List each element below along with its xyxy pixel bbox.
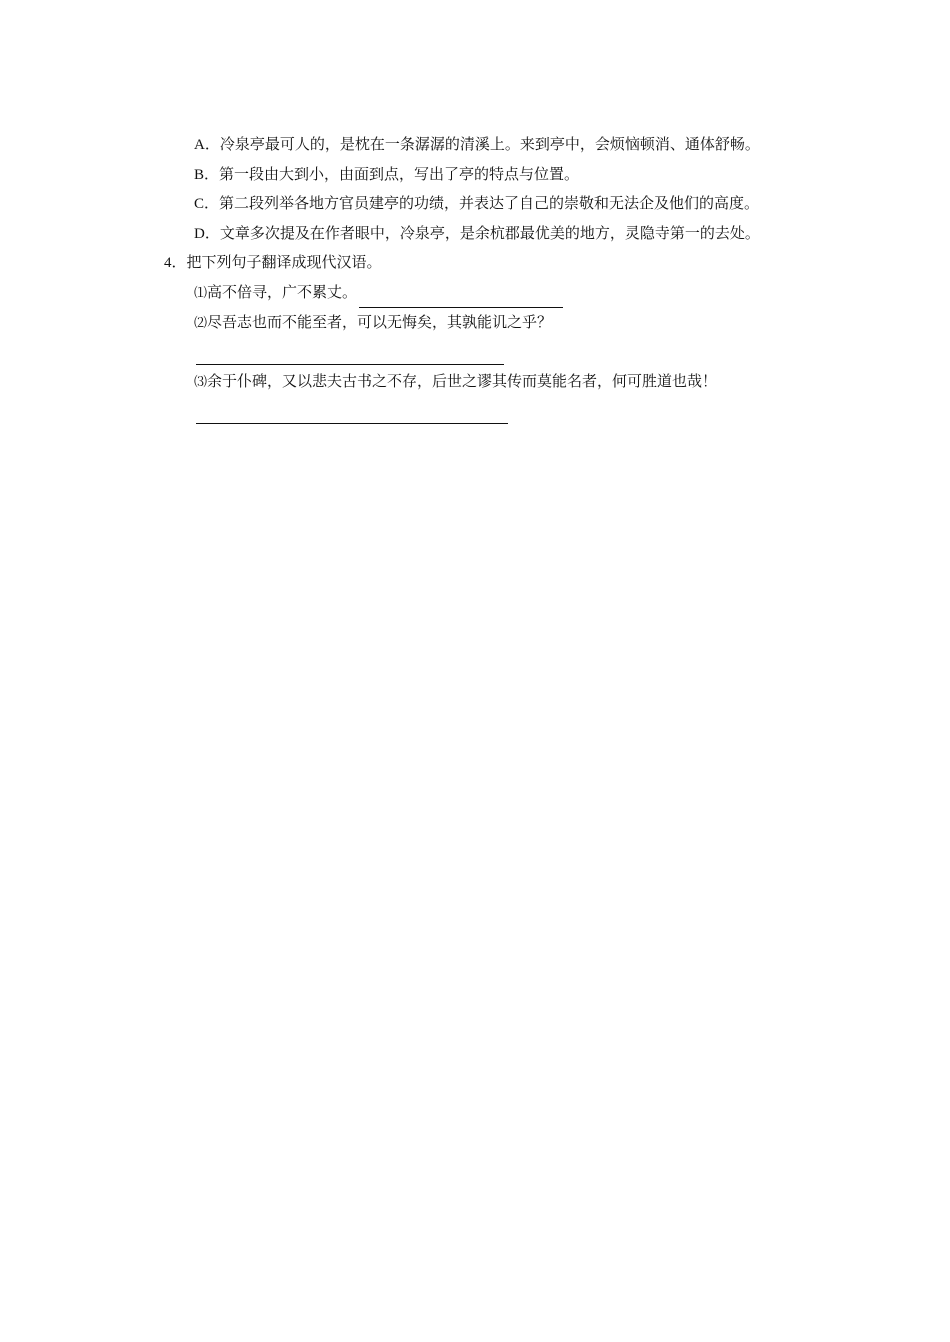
translation-item-1 — [164, 278, 790, 309]
item-text: 尽吾志也而不能至者，可以无悔矣，其孰能讥之乎？ — [207, 313, 553, 331]
item-text: 余于仆碑，又以悲夫古书之不存，后世之谬其传而莫能名者，何可胜道也哉！ — [207, 372, 718, 390]
option-c: C．第二段列举各地方官员建亭的功绩，并表达了自己的崇敬和无法企及他们的高度。 — [194, 194, 760, 212]
option-text: 第一段由大到小，由面到点，写出了亭的特点与位置。 — [219, 164, 580, 183]
option-letter: C — [194, 196, 205, 212]
option-a: A．冷泉亭最可人的，是枕在一条潺潺的清溪上。来到亭中，会烦恼顿消、通体舒畅。 — [194, 135, 760, 153]
question-number: 4 — [164, 255, 172, 271]
translation-item-3 — [164, 367, 790, 398]
option-b: B．第一段由大到小，由面到点，写出了亭的特点与位置。 — [194, 164, 580, 183]
option-letter: D — [194, 225, 205, 242]
item-marker: ⑶ — [194, 375, 208, 390]
option-letter: B — [194, 166, 205, 183]
item-text: 高不倍寻，广不累丈。 — [207, 282, 358, 301]
translation-item-2 — [164, 308, 790, 339]
answer-blank-1[interactable] — [359, 287, 563, 308]
answer-blank-3[interactable] — [196, 398, 790, 427]
document-page — [164, 130, 790, 426]
item-marker: ⑵ — [194, 316, 208, 331]
answer-blank-2[interactable] — [196, 339, 790, 368]
question-4: 4．把下列句子翻译成现代汉语。 — [164, 253, 382, 271]
option-text: 文章多次提及在作者眼中，冷泉亭，是余杭郡最优美的地方，灵隐寺第一的去处。 — [219, 223, 760, 242]
option-letter: A — [194, 137, 205, 153]
question-prompt: 把下列句子翻译成现代汉语。 — [186, 253, 382, 271]
option-text: 第二段列举各地方官员建亭的功绩，并表达了自己的崇敬和无法企及他们的高度。 — [219, 194, 760, 212]
option-text: 冷泉亭最可人的，是枕在一条潺潺的清溪上。来到亭中，会烦恼顿消、通体舒畅。 — [219, 135, 760, 153]
item-marker: ⑴ — [194, 285, 208, 301]
option-d: D．文章多次提及在作者眼中，冷泉亭，是余杭郡最优美的地方，灵隐寺第一的去处。 — [194, 223, 760, 242]
